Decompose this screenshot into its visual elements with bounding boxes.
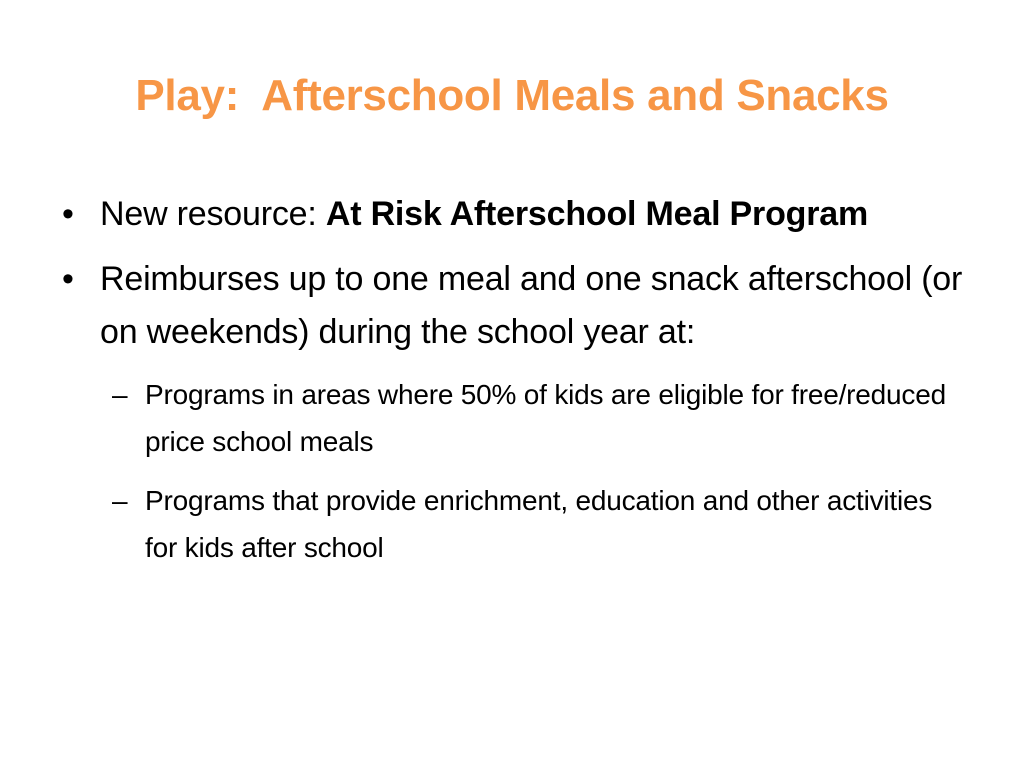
dash-marker: – <box>112 379 128 410</box>
sub-bullet-item-enrichment <box>112 477 970 571</box>
bullet-item-new-resource <box>60 188 970 241</box>
sub-bullet-text: Programs that provide enrichment, education and other activities for kids after school <box>145 485 933 563</box>
sub-bullet-text: Programs in areas where 50% of kids are eligible for free/reduced price school meals <box>145 379 946 457</box>
slide-title: Play: Afterschool Meals and Snacks <box>135 71 889 120</box>
bullet-list <box>60 188 970 583</box>
bullet-item-reimburses <box>60 253 970 359</box>
dash-marker: – <box>112 485 128 516</box>
bullet-text: Reimburses up to one meal and one snack afterschool (or on weekends) during the school year at: <box>100 260 963 351</box>
bullet-text: New resource: <box>100 195 326 233</box>
sub-bullet-item-eligible-areas <box>112 371 970 465</box>
bullet-marker: • <box>62 195 74 233</box>
bullet-marker: • <box>62 260 74 298</box>
sub-bullet-list <box>112 371 970 571</box>
bullet-bold-text: At Risk Afterschool Meal Program <box>325 195 868 233</box>
